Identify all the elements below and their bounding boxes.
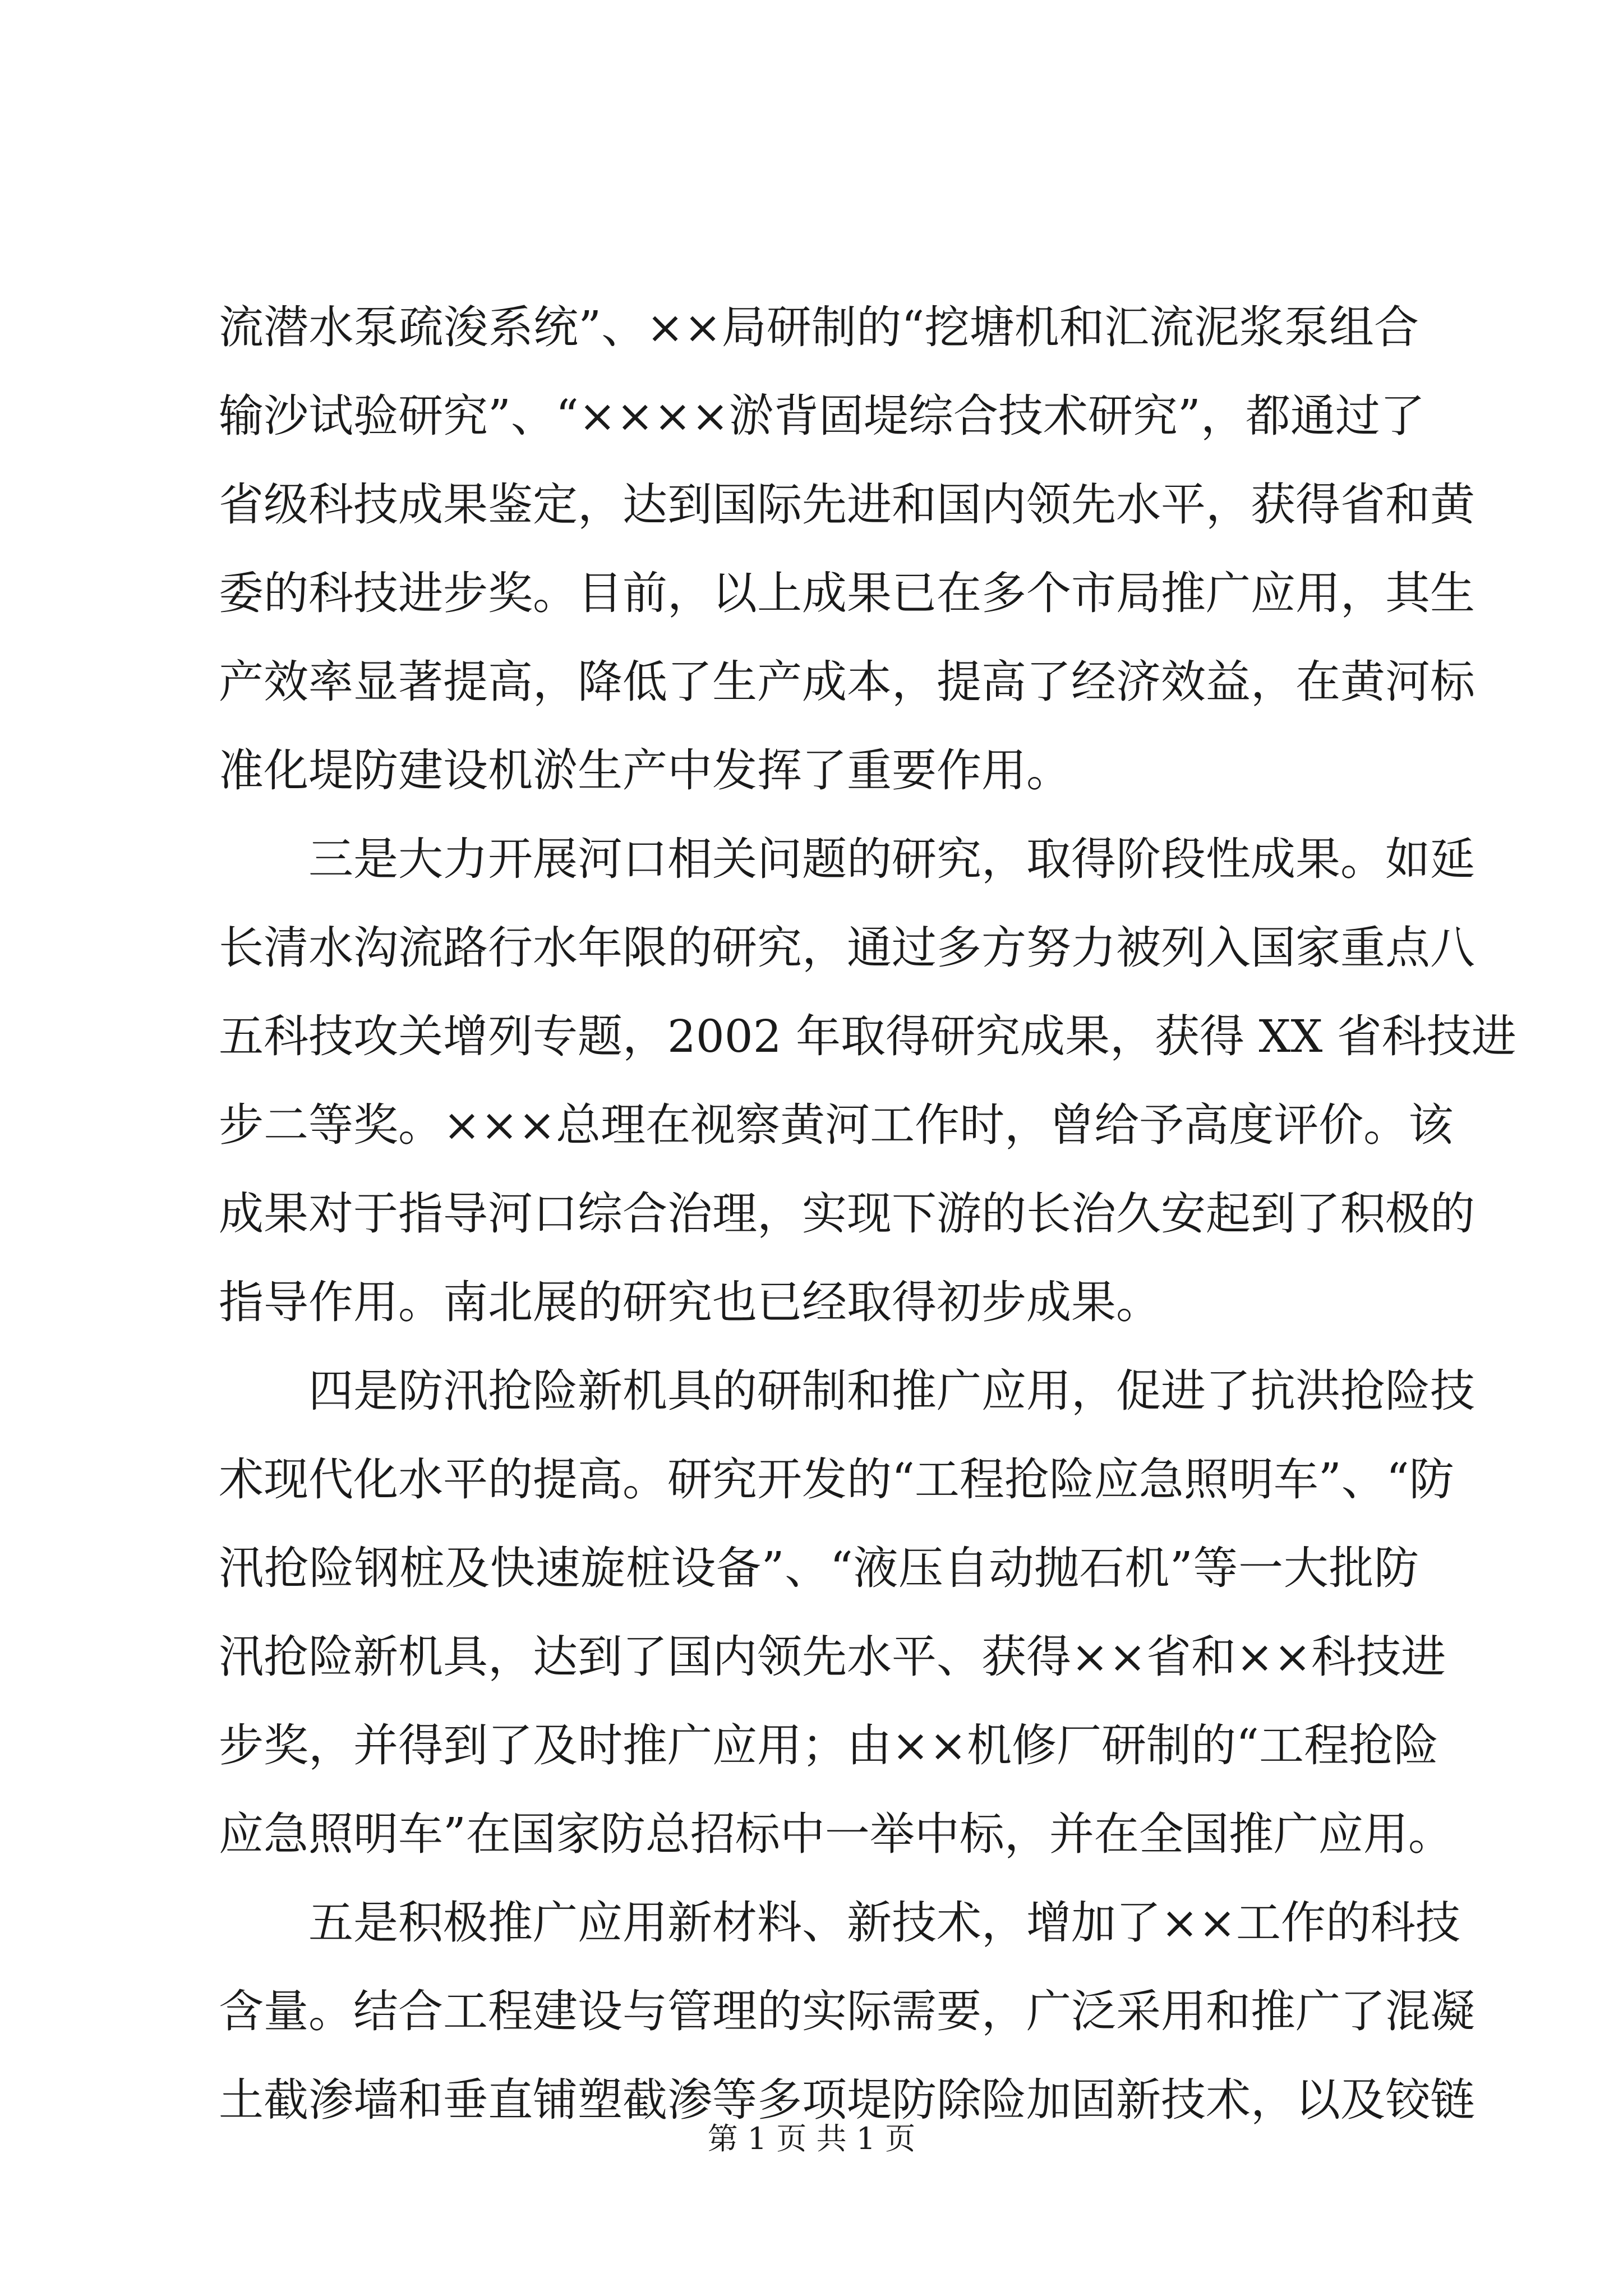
paragraph-start-line: 五是积极推广应用新材料、新技术，增加了××工作的科技 — [308, 1897, 1461, 1949]
text-line: 委的科技进步奖。目前，以上成果已在多个市局推广应用，其生 — [219, 567, 1475, 619]
text-line: 流潜水泵疏浚系统”、××局研制的“挖塘机和汇流泥浆泵组合 — [219, 301, 1419, 353]
text-line: 步二等奖。×××总理在视察黄河工作时，曾给予高度评价。该 — [219, 1099, 1454, 1151]
paragraph-start-line: 三是大力开展河口相关问题的研究，取得阶段性成果。如延 — [308, 833, 1475, 885]
text-line: 汛抢险钢桩及快速旋桩设备”、“液压自动抛石机”等一大批防 — [219, 1542, 1419, 1594]
text-line: 指导作用。南北展的研究也已经取得初步成果。 — [219, 1276, 1161, 1328]
page-footer: 第 1 页 共 1 页 — [707, 2121, 916, 2156]
text-line: 五科技攻关增列专题，2002 年取得研究成果，获得 XX 省科技进 — [219, 1010, 1516, 1062]
body-text — [219, 283, 1516, 2145]
text-line: 输沙试验研究”、“××××淤背固堤综合技术研究”，都通过了 — [219, 390, 1425, 442]
text-line: 产效率显著提高，降低了生产成本，提高了经济效益，在黄河标 — [219, 656, 1475, 708]
text-line: 汛抢险新机具，达到了国内领先水平、获得××省和××科技进 — [219, 1631, 1446, 1683]
text-line: 准化堤防建设机淤生产中发挥了重要作用。 — [219, 744, 1071, 797]
paragraph-start-line: 四是防汛抢险新机具的研制和推广应用，促进了抗洪抢险技 — [308, 1365, 1475, 1417]
text-line: 应急照明车”在国家防总招标中一举中标，并在全国推广应用。 — [219, 1808, 1453, 1860]
text-line: 土截渗墙和垂直铺塑截渗等多项堤防除险加固新技术，以及铰链 — [219, 2074, 1475, 2126]
text-line: 步奖，并得到了及时推广应用；由××机修厂研制的“工程抢险 — [219, 1719, 1438, 1772]
text-line: 含量。结合工程建设与管理的实际需要，广泛采用和推广了混凝 — [219, 1985, 1475, 2037]
text-line: 术现代化水平的提高。研究开发的“工程抢险应急照明车”、“防 — [219, 1453, 1454, 1506]
text-line: 成果对于指导河口综合治理，实现下游的长治久安起到了积极的 — [219, 1188, 1475, 1240]
text-line: 长清水沟流路行水年限的研究，通过多方努力被列入国家重点八 — [219, 922, 1475, 974]
text-line: 省级科技成果鉴定，达到国际先进和国内领先水平，获得省和黄 — [219, 478, 1475, 531]
